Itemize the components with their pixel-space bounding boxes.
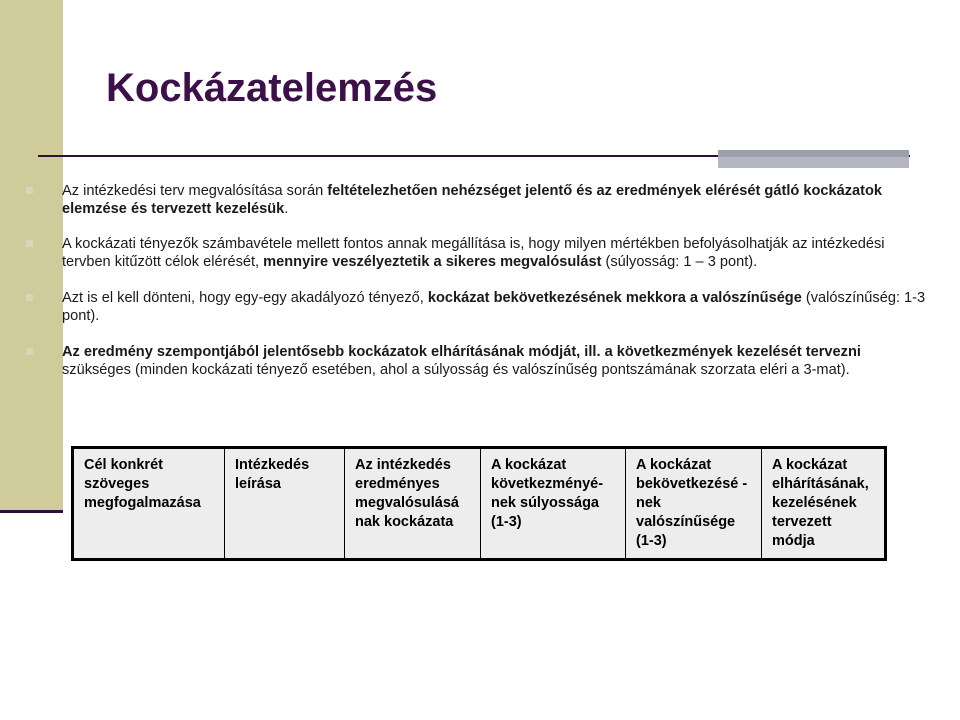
bullet-marker-icon <box>26 187 33 194</box>
bullet-item <box>26 236 926 271</box>
bullet-text-part: Az intézkedési terv megvalósítása során <box>62 183 328 199</box>
bullet-text-part-bold: feltételezhetően nehézséget jelentő és az eredmények elérését gátló kockázatok elemzése és tervezett kezelésük <box>62 183 883 217</box>
table-header-cell: A kockázat következményé-nek súlyossága (1-3) <box>481 448 626 560</box>
bullet-text-part: Azt is el kell dönteni, hogy egy-egy akadályozó tényező, <box>62 290 428 306</box>
table-header-cell: A kockázat elhárításának, kezelésének tervezett módja <box>762 448 886 560</box>
bullet-item <box>26 290 926 325</box>
bullet-text-part-bold: Az eredmény szempontjából jelentősebb kockázatok elhárításának módját, ill. a következmények kezelését tervezni <box>62 344 861 360</box>
side-band-rule <box>0 510 63 513</box>
bullet-marker-icon <box>26 240 33 247</box>
title-divider-accent <box>718 150 909 168</box>
bullet-item <box>26 344 926 379</box>
bullet-text-part: (súlyosság: 1 – 3 pont). <box>601 253 758 270</box>
table-header-row <box>73 448 886 560</box>
bullet-text-part: A kockázati tényezők számbavétele mellett fontos annak megállítása is, hogy milyen mértékben befolyásolhatják az intézkedési tervben kitűzött célok elérését, <box>62 236 885 270</box>
bullet-text-part-bold: mennyire veszélyeztetik a sikeres megvalósulást <box>263 253 602 270</box>
bullet-text-part: . <box>284 200 289 217</box>
table-header-cell: Intézkedés leírása <box>225 448 345 560</box>
table-header-cell: Cél konkrét szöveges megfogalmazása <box>73 448 225 560</box>
bullet-marker-icon <box>26 348 33 355</box>
table-header-cell: A kockázat bekövetkezésé -nek valószínűsége (1-3) <box>626 448 762 560</box>
risk-analysis-table <box>71 446 887 561</box>
bullet-marker-icon <box>26 294 33 301</box>
bullet-text-part: (valószínűség: 1-3 pont). <box>62 290 926 324</box>
slide-title: Kockázatelemzés <box>106 66 438 110</box>
table-header-cell: Az intézkedés eredményes megvalósulásá nak kockázata <box>345 448 481 560</box>
bullet-text-part: szükséges (minden kockázati tényező esetében, ahol a súlyosság és valószínűség pontszámának szorzata eléri a 3-mat). <box>62 361 850 378</box>
bullet-text-part-bold: kockázat bekövetkezésének mekkora a valószínűsége <box>427 290 802 306</box>
bullet-list <box>26 183 926 397</box>
bullet-item <box>26 183 926 218</box>
